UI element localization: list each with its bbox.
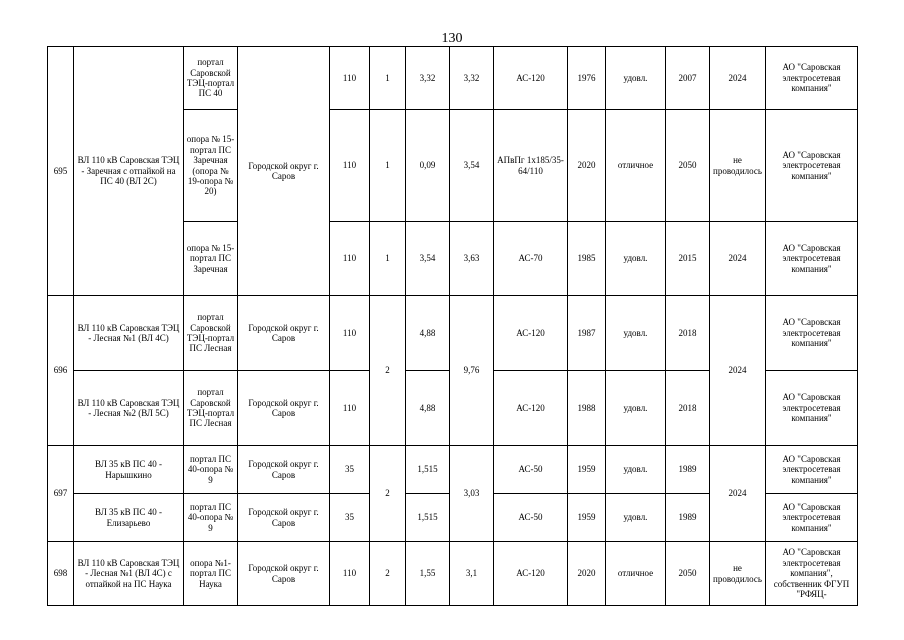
- wire-type: АС-50: [494, 446, 568, 494]
- condition: удовл.: [606, 47, 666, 110]
- circuits: 1: [370, 47, 406, 110]
- circuits: 1: [370, 222, 406, 296]
- line-name: ВЛ 110 кВ Саровская ТЭЦ - Лесная №1 (ВЛ 4С) с отпайкой на ПС Наука: [74, 542, 184, 606]
- condition: удовл.: [606, 222, 666, 296]
- inspection-year: 2024: [710, 47, 766, 110]
- wire-type: АС-120: [494, 542, 568, 606]
- municipality: Городской округ г. Саров: [238, 371, 330, 446]
- voltage: 110: [330, 47, 370, 110]
- line-section: опора №1-портал ПС Наука: [184, 542, 238, 606]
- section-length: 1,515: [406, 494, 450, 542]
- section-length: 1,515: [406, 446, 450, 494]
- voltage: 35: [330, 446, 370, 494]
- municipality: Городской округ г. Саров: [238, 542, 330, 606]
- circuits: 1: [370, 110, 406, 222]
- year-built: 1987: [568, 296, 606, 371]
- owner: АО "Саровская электросетевая компания": [766, 222, 858, 296]
- year-built: 1985: [568, 222, 606, 296]
- owner: АО "Саровская электросетевая компания": [766, 494, 858, 542]
- repair-year: 1989: [666, 446, 710, 494]
- municipality: Городской округ г. Саров: [238, 446, 330, 494]
- power-lines-table: [47, 46, 858, 606]
- row-number: 697: [48, 446, 74, 542]
- voltage: 110: [330, 296, 370, 371]
- owner: АО "Саровская электросетевая компания": [766, 446, 858, 494]
- voltage: 110: [330, 222, 370, 296]
- inspection-year: 2024: [710, 296, 766, 446]
- total-length: 3,03: [450, 446, 494, 542]
- condition: удовл.: [606, 494, 666, 542]
- repair-year: 2018: [666, 296, 710, 371]
- inspection-year: 2024: [710, 446, 766, 542]
- voltage: 110: [330, 110, 370, 222]
- table-row: [48, 47, 858, 110]
- line-section: портал ПС 40-опора № 9: [184, 446, 238, 494]
- line-name: ВЛ 110 кВ Саровская ТЭЦ - Заречная с отпайкой на ПС 40 (ВЛ 2С): [74, 47, 184, 296]
- line-name: ВЛ 110 кВ Саровская ТЭЦ - Лесная №1 (ВЛ 4С): [74, 296, 184, 371]
- repair-year: 2050: [666, 110, 710, 222]
- condition: отличное: [606, 110, 666, 222]
- line-section: портал Саровской ТЭЦ-портал ПС Лесная: [184, 296, 238, 371]
- inspection-year: 2024: [710, 222, 766, 296]
- line-section: портал Саровской ТЭЦ-портал ПС 40: [184, 47, 238, 110]
- section-length: 0,09: [406, 110, 450, 222]
- repair-year: 2018: [666, 371, 710, 446]
- circuits: 2: [370, 296, 406, 446]
- condition: удовл.: [606, 371, 666, 446]
- line-section: портал Саровской ТЭЦ-портал ПС Лесная: [184, 371, 238, 446]
- section-length: 3,32: [406, 47, 450, 110]
- section-length: 3,54: [406, 222, 450, 296]
- wire-type: АС-50: [494, 494, 568, 542]
- row-number: 698: [48, 542, 74, 606]
- repair-year: 2050: [666, 542, 710, 606]
- voltage: 35: [330, 494, 370, 542]
- circuits: 2: [370, 542, 406, 606]
- owner: АО "Саровская электросетевая компания": [766, 110, 858, 222]
- section-length: 4,88: [406, 371, 450, 446]
- condition: удовл.: [606, 296, 666, 371]
- year-built: 2020: [568, 110, 606, 222]
- table-row: [48, 296, 858, 371]
- page-number: 130: [441, 31, 463, 46]
- voltage: 110: [330, 371, 370, 446]
- owner: АО "Саровская электросетевая компания": [766, 47, 858, 110]
- inspection-year: не проводилось: [710, 542, 766, 606]
- inspection-year: не проводилось: [710, 110, 766, 222]
- municipality: Городской округ г. Саров: [238, 494, 330, 542]
- repair-year: 1989: [666, 494, 710, 542]
- row-number: 695: [48, 47, 74, 296]
- total-length: 3,32: [450, 47, 494, 110]
- voltage: 110: [330, 542, 370, 606]
- year-built: 2020: [568, 542, 606, 606]
- line-name: ВЛ 35 кВ ПС 40 - Елизарьево: [74, 494, 184, 542]
- total-length: 3,54: [450, 110, 494, 222]
- table-row: [48, 446, 858, 494]
- wire-type: АС-120: [494, 371, 568, 446]
- wire-type: АС-120: [494, 47, 568, 110]
- line-name: ВЛ 110 кВ Саровская ТЭЦ - Лесная №2 (ВЛ 5С): [74, 371, 184, 446]
- year-built: 1959: [568, 494, 606, 542]
- owner: АО "Саровская электросетевая компания", собственник ФГУП "РФЯЦ-: [766, 542, 858, 606]
- row-number: 696: [48, 296, 74, 446]
- repair-year: 2015: [666, 222, 710, 296]
- line-section: портал ПС 40-опора № 9: [184, 494, 238, 542]
- line-section: опора № 15-портал ПС Заречная (опора № 19-опора № 20): [184, 110, 238, 222]
- section-length: 4,88: [406, 296, 450, 371]
- circuits: 2: [370, 446, 406, 542]
- line-name: ВЛ 35 кВ ПС 40 - Нарышкино: [74, 446, 184, 494]
- year-built: 1959: [568, 446, 606, 494]
- wire-type: АС-70: [494, 222, 568, 296]
- year-built: 1988: [568, 371, 606, 446]
- total-length: 3,63: [450, 222, 494, 296]
- line-section: опора № 15-портал ПС Заречная: [184, 222, 238, 296]
- section-length: 1,55: [406, 542, 450, 606]
- condition: удовл.: [606, 446, 666, 494]
- condition: отличное: [606, 542, 666, 606]
- year-built: 1976: [568, 47, 606, 110]
- owner: АО "Саровская электросетевая компания": [766, 296, 858, 371]
- repair-year: 2007: [666, 47, 710, 110]
- table-row: [48, 542, 858, 606]
- municipality: Городской округ г. Саров: [238, 296, 330, 371]
- total-length: 3,1: [450, 542, 494, 606]
- wire-type: АПвПг 1х185/35-64/110: [494, 110, 568, 222]
- total-length: 9,76: [450, 296, 494, 446]
- municipality: Городской округ г. Саров: [238, 47, 330, 296]
- wire-type: АС-120: [494, 296, 568, 371]
- owner: АО "Саровская электросетевая компания": [766, 371, 858, 446]
